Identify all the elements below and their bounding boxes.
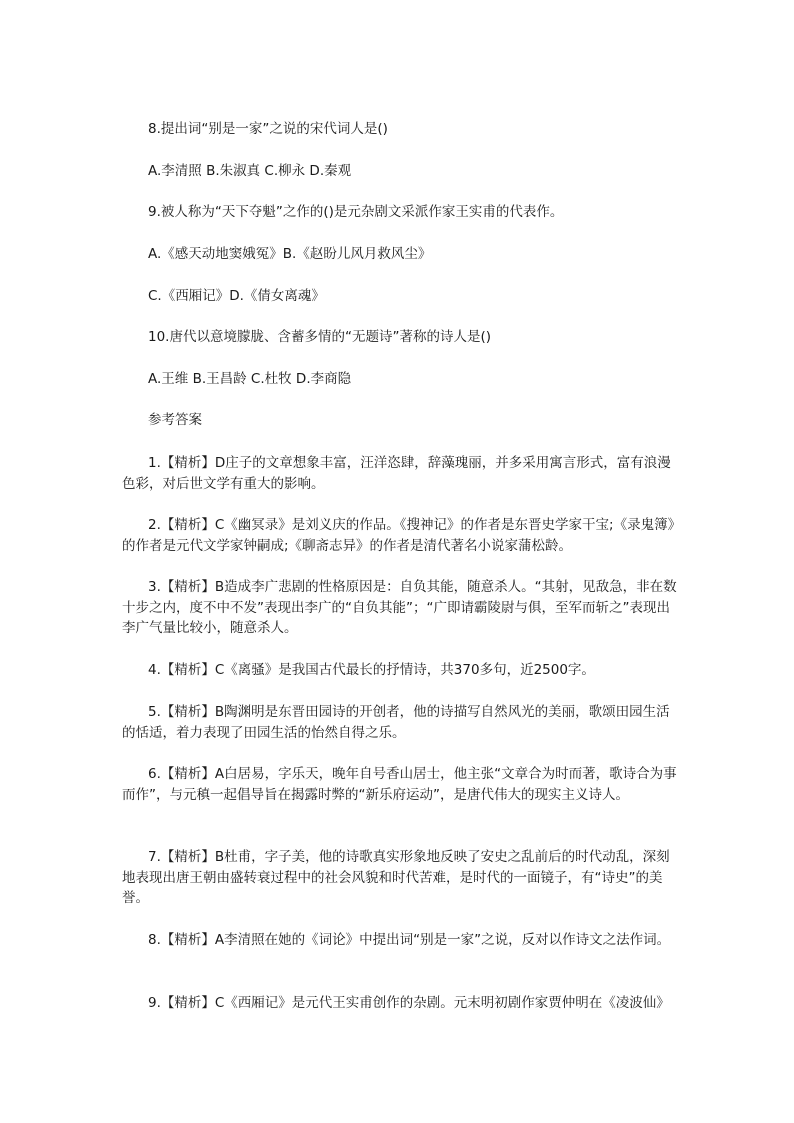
answer-6: 6.【精析】A白居易，字乐天，晚年自号香山居士，他主张“文章合为时而著，歌诗合为事而作”，与元稹一起倡导旨在揭露时弊的“新乐府运动”，是唐代伟大的现实主义诗人。 — [122, 766, 677, 803]
answer-8: 8.【精析】A李清照在她的《词论》中提出词“别是一家”之说，反对以作诗文之法作词。 — [148, 932, 671, 948]
question-10: 10.唐代以意境朦胧、含蓄多情的“无题诗”著称的诗人是() — [148, 329, 491, 345]
question-8: 8.提出词“别是一家”之说的宋代词人是() — [148, 121, 388, 137]
question-8-options: A.李清照 B.朱淑真 C.柳永 D.秦观 — [148, 163, 352, 179]
answer-7: 7.【精析】B杜甫，字子美，他的诗歌真实形象地反映了安史之乱前后的时代动乱，深刻地表现出唐王朝由盛转衰过程中的社会风貌和时代苦难，是时代的一面镜子，有“诗史”的美誉。 — [122, 849, 670, 906]
question-9-options-2: C.《西厢记》D.《倩女离魂》 — [148, 288, 325, 304]
answers-heading: 参考答案 — [148, 412, 202, 428]
answer-5: 5.【精析】B陶渊明是东晋田园诗的开创者，他的诗描写自然风光的美丽，歌颂田园生活的恬适，着力表现了田园生活的怡然自得之乐。 — [122, 704, 670, 741]
question-10-options: A.王维 B.王昌龄 C.杜牧 D.李商隐 — [148, 371, 352, 387]
answer-1: 1.【精析】D庄子的文章想象丰富，汪洋恣肆，辞藻瑰丽，并多采用寓言形式，富有浪漫色彩，对后世文学有重大的影响。 — [122, 455, 671, 492]
answer-3: 3.【精析】B造成李广悲剧的性格原因是：自负其能，随意杀人。“其射，见敌急，非在数十步之内，度不中不发”表现出李广的“自负其能”；“广即请霸陵尉与俱，至军而斩之”表现出李广气量比较小，随意杀人。 — [122, 579, 677, 636]
question-9-options-1: A.《感天动地窦娥冤》B.《赵盼儿风月救风尘》 — [148, 246, 432, 262]
question-9: 9.被人称为“天下夺魁”之作的()是元杂剧文采派作家王实甫的代表作。 — [148, 204, 564, 220]
answer-4: 4.【精析】C《离骚》是我国古代最长的抒情诗，共370多句，近2500字。 — [148, 662, 595, 678]
answer-2: 2.【精析】C《幽冥录》是刘义庆的作品。《搜神记》的作者是东晋史学家干宝;《录鬼簿》的作者是元代文学家钟嗣成;《聊斋志异》的作者是清代著名小说家蒲松龄。 — [122, 517, 682, 554]
answer-9: 9.【精析】C《西厢记》是元代王实甫创作的杂剧。元末明初剧作家贾仲明在《凌波仙》 — [148, 995, 670, 1011]
